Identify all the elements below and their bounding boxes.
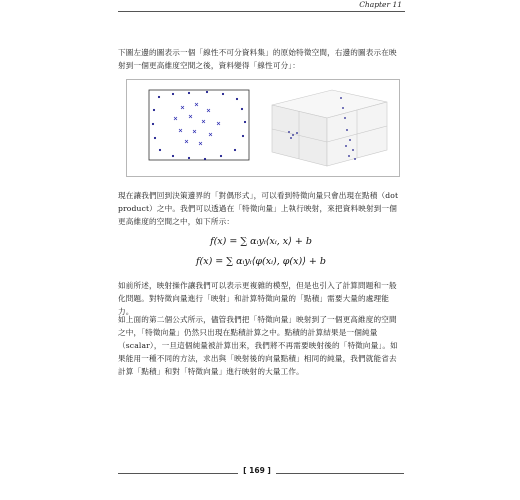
decision-function-formula: f(x) = ∑ αᵢyᵢ⟨xᵢ, x⟩ + b — [210, 236, 312, 247]
mapping-cost-paragraph: 如前所述，映射操作讓我們可以表示更複雜的模型，但是也引入了計算問題和一般化問題。對特徵向量進行「映射」和計算特徵向量的「點積」需要大量的處理能力。 — [118, 281, 397, 316]
page-number: [ 169 ] — [243, 466, 271, 475]
header-rule — [118, 11, 405, 12]
mapped-decision-function-formula: f(x) = ∑ αᵢyᵢ⟨φ(xᵢ), φ(x)⟩ + b — [196, 256, 326, 267]
feature-space-figure — [126, 79, 400, 177]
inner-class-crosses — [174, 103, 220, 145]
footer-rule-right — [276, 473, 404, 474]
scatter-frame — [149, 90, 249, 160]
outer-class-dots — [152, 91, 246, 160]
figure-canvas — [127, 80, 399, 176]
footer-rule-left — [118, 473, 238, 474]
kernel-motivation-paragraph: 如上面的第二個公式所示，儘管我們把「特徵向量」映射到了一個更高維度的空間之中，「特徵向量」仍然只出現在點積計算之中。點積的計算結果是一個純量（scalar），一旦這個純量被計算出來，我們將不再需要映射後的「特徵向量」。如果能用一種不同的方法，求出與「映射後的向量點積」相同的純量，我們就能省去計算「點積」和對「特徵向量」進行映射的大量工作。 — [118, 315, 398, 376]
intro-paragraph: 下圖左邊的圖表示一個「線性不可分資料集」的原始特徵空間，右邊的圖表示在映射到一個更高維度空間之後，資料變得「線性可分」： — [118, 48, 397, 70]
chapter-title: Chapter 11 — [359, 0, 402, 9]
cube-3d — [272, 90, 387, 166]
dual-form-paragraph: 現在讓我們回到決策邊界的「對偶形式」，可以看到特徵向量只會出現在點積（dot product）之中。我們可以透過在「特徵向量」上執行映射，來把資料映射到一個更高維度的空間之中，如下所示： — [118, 191, 399, 226]
